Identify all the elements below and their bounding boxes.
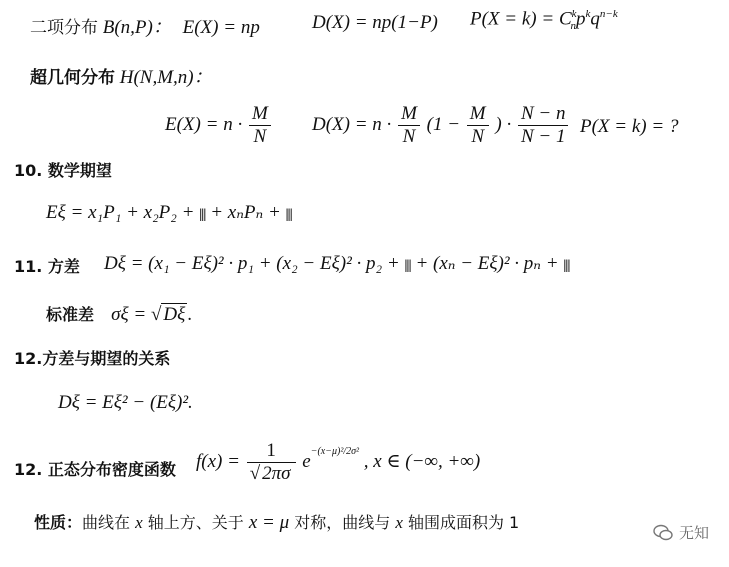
watermark: [653, 522, 709, 543]
section-11-title: 11. 方差: [14, 257, 80, 276]
binomial-expectation: E(X) = np: [182, 17, 260, 38]
wechat-icon: [653, 523, 673, 543]
variance-formula: Dξ = (x₁ − Eξ)² · p₁ + (x₂ − Eξ)² · p₂ + ||| + (xₙ − Eξ)² · pₙ + |||: [104, 253, 570, 274]
hypergeometric-variance: D(X) = n · $\frac{M}{N}$ (1 − $\frac{M}{N}$ ) · $\frac{N - n}{N - 1}$: [312, 103, 570, 148]
watermark-text: 无知: [678, 524, 709, 542]
binomial-line: [30, 12, 260, 39]
hypergeometric-probability: P(X = k) = ?: [580, 116, 679, 137]
section-10-title: 10. 数学期望: [14, 161, 112, 180]
binomial-notation: B(n,P)：: [102, 17, 172, 38]
binomial-probability: $P(X = k) = C^k_np^kq^{n-k}$: [470, 8, 618, 33]
section-12a-title: 12.方差与期望的关系: [14, 349, 171, 368]
std-line: 标准差 σξ = √ Dξ .: [46, 304, 192, 325]
expectation-formula: Eξ = x₁P₁ + x₂P₂ + ||| + xₙPₙ + |||: [46, 202, 292, 223]
hypergeometric-expectation: E(X) = n · $\frac{M}{N}$: [165, 103, 273, 148]
property-line: 性质：曲线在 x 轴上方、关于 x = μ 对称，曲线与 x 轴围成面积为 1: [34, 512, 520, 533]
section-12b-title: 12. 正态分布密度函数: [14, 460, 176, 479]
normal-density-formula: f(x) = $\frac{1}{√ 2\pi\sigma}$ $e^{-(x-\mu)^2/2\sigma^2}$ , x ∈ (−∞, +∞): [196, 440, 481, 484]
hypergeometric-notation: H(N,M,n)：: [119, 67, 213, 88]
hypergeometric-label: 超几何分布: [30, 68, 115, 88]
binomial-label: 二项分布: [30, 18, 98, 38]
variance-expectation-formula: Dξ = Eξ² − (Eξ)².: [58, 392, 193, 413]
binomial-variance: D(X) = np(1−P): [312, 12, 438, 33]
hypergeometric-line: [30, 62, 213, 89]
